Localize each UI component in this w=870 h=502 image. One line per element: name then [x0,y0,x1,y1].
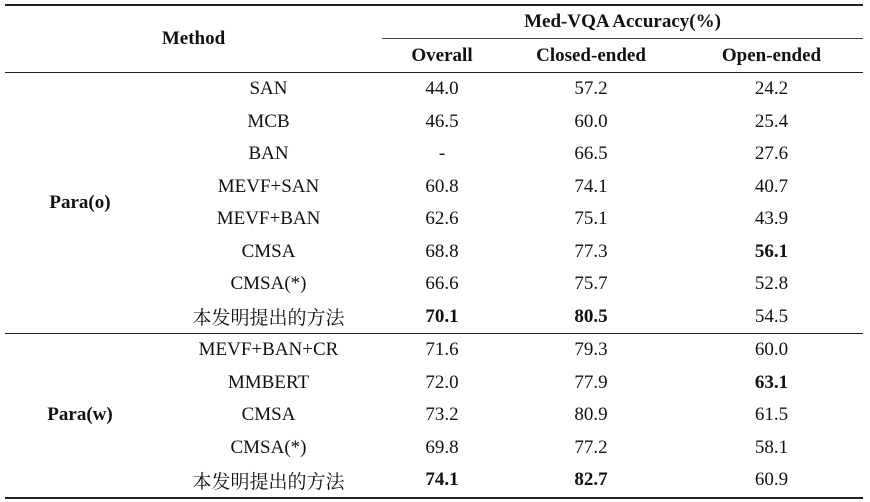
group-label: Para(w) [5,334,155,498]
closed-cell: 75.7 [574,273,608,295]
table-row [5,334,863,367]
method-cell: CMSA [241,240,296,262]
open-cell: 61.5 [754,404,789,426]
open-cell: 43.9 [754,208,789,230]
results-table [5,4,863,499]
method-cell: CMSA [241,404,296,426]
overall-cell: - [438,143,446,165]
closed-cell: 75.1 [574,208,608,230]
method-cell: CMSA(*) [230,273,307,295]
closed-cell: 77.9 [574,371,608,393]
overall-cell: 71.6 [382,334,502,367]
accuracy-group-header: Med-VQA Accuracy(%) [382,5,863,39]
overall-cell: 46.5 [425,110,459,132]
closed-cell: 57.2 [502,73,680,106]
method-cell: 本发明提出的方法 [192,308,345,330]
group-label: Para(o) [5,73,155,334]
open-ended-header: Open-ended [721,44,822,66]
method-cell: MMBERT [227,371,310,393]
closed-ended-header: Closed-ended [536,44,646,66]
open-cell: 56.1 [754,240,789,262]
overall-cell: 69.8 [425,436,459,458]
overall-cell: 66.6 [425,273,459,295]
open-cell: 40.7 [754,175,789,197]
closed-cell: 60.0 [574,110,608,132]
closed-cell: 80.5 [574,305,608,327]
closed-cell: 74.1 [574,175,608,197]
closed-cell: 66.5 [574,143,608,165]
closed-cell: 82.7 [502,464,680,498]
overall-cell: 72.0 [425,371,459,393]
method-header: Method [5,5,382,73]
overall-cell: 68.8 [425,240,459,262]
open-cell: 54.5 [754,305,789,327]
method-cell: MEVF+BAN [216,208,321,230]
method-cell: MEVF+BAN+CR [155,334,382,367]
overall-cell: 60.8 [425,175,459,197]
overall-cell: 70.1 [425,305,459,327]
overall-cell: 62.6 [425,208,459,230]
open-cell: 63.1 [754,371,789,393]
open-cell: 52.8 [754,273,789,295]
open-cell: 58.1 [754,436,789,458]
method-cell: 本发明提出的方法 [155,464,382,498]
open-cell: 25.4 [754,110,789,132]
method-cell: SAN [155,73,382,106]
open-cell: 60.0 [680,334,863,367]
closed-cell: 80.9 [574,404,608,426]
method-cell: BAN [248,143,289,165]
closed-cell: 77.2 [574,436,608,458]
method-cell: MEVF+SAN [217,175,320,197]
overall-cell: 74.1 [382,464,502,498]
closed-cell: 77.3 [574,240,608,262]
overall-cell: 44.0 [382,73,502,106]
open-cell: 24.2 [680,73,863,106]
overall-cell: 73.2 [425,404,459,426]
method-cell: MCB [247,110,290,132]
overall-header: Overall [411,44,473,66]
table-body [5,73,863,498]
method-cell: CMSA(*) [230,436,307,458]
table-row [5,73,863,106]
open-cell: 60.9 [680,464,863,498]
header-row-1 [5,5,863,39]
open-cell: 27.6 [754,143,789,165]
closed-cell: 79.3 [502,334,680,367]
